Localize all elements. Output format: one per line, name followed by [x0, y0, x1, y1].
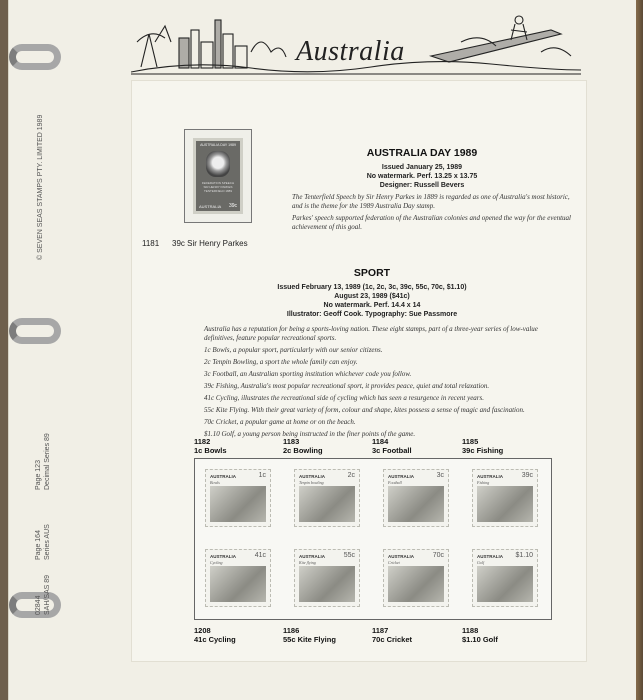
- binder-ring-middle: [9, 318, 61, 344]
- binder-ring-top: [9, 44, 61, 70]
- series-label-a: Decimal Series 89: [44, 433, 51, 490]
- australia-day-description: [292, 193, 578, 235]
- caption-1187: [372, 626, 412, 644]
- publisher-note: © SEVEN SEAS STAMPS PTY. LIMITED 1989: [37, 114, 44, 260]
- stamp-sport: Kite flying: [299, 560, 316, 565]
- description-para-1: The Tenterfield Speech by Sir Henry Parkes in 1889 is regarded as one of Australia's most historic, and is the theme for the 1989 Australia Day stamp.: [292, 193, 570, 210]
- sport-issue-1: Issued February 13, 1989 (1c, 2c, 3c, 39c, 55c, 70c, $1.10): [277, 284, 467, 291]
- description-para-2: Parkes' speech supported federation of the Australian colonies and opened the way for the eventual achievement of this goal.: [292, 214, 571, 231]
- sport-line: 70c Cricket, a popular game at home or on the beach.: [204, 418, 356, 426]
- caption-number: 1183: [283, 437, 300, 446]
- issue-date: Issued January 25, 1989: [381, 164, 463, 171]
- stamp-sport: Bowls: [210, 480, 220, 485]
- stamp-value: 1c: [258, 472, 266, 479]
- stamp-top-text: AUSTRALIA DAY 1989: [200, 143, 236, 147]
- code-a: 02844: [35, 595, 42, 615]
- sport-line: 2c Tenpin Bowling, a sport the whole family can enjoy.: [204, 358, 358, 366]
- caption-1186: [283, 626, 336, 644]
- caption-number: 1187: [372, 626, 389, 635]
- stamp-value: 39c: [521, 472, 533, 479]
- sport-intro: Australia has a reputation for being a sports-loving nation. These eight stamps, part of a three-year series of low-value definitives, feature popular recreational sports.: [204, 325, 538, 342]
- golf-scene-icon: [477, 566, 533, 602]
- sport-line: 41c Cycling, illustrates the recreational side of cycling which has seen a resurgence in recent years.: [204, 394, 484, 402]
- stamp-kite: [294, 549, 360, 607]
- sport-line: 1c Bowls, a popular sport, particularly with our senior citizens.: [204, 346, 383, 354]
- stamp-country: AUSTRALIA: [210, 474, 236, 479]
- caption-label: 2c Bowling: [283, 446, 323, 455]
- stamp-value: 39c: [228, 203, 237, 209]
- stamp-sport: Fishing: [477, 480, 490, 485]
- sport-line: $1.10 Golf, a young person being instructed in the finer points of the game.: [204, 430, 416, 438]
- caption-number: 1208: [194, 626, 211, 635]
- caption-parkes: 39c Sir Henry Parkes: [172, 239, 248, 248]
- stamp-value: 70c: [432, 552, 444, 559]
- caption-label: 3c Football: [372, 446, 412, 455]
- stamp-quote: FEDERATION SPEECH SIR HENRY PARKES TENTERFIELD 1889: [201, 181, 235, 193]
- code-b: SAH/SAS 89: [44, 574, 51, 615]
- caption-label: 55c Kite Flying: [283, 635, 336, 644]
- sport-line: 3c Football, an Australian sporting institution whichever code you follow.: [204, 370, 412, 378]
- stamp-value: 2c: [347, 472, 355, 479]
- stamp-country: AUSTRALIA: [388, 554, 414, 559]
- stamp-sport: Football: [388, 480, 402, 485]
- stamp-country: AUSTRALIA: [210, 554, 236, 559]
- fishing-scene-icon: [477, 486, 533, 522]
- stamp-value: 55c: [343, 552, 355, 559]
- stamp-football: [383, 469, 449, 527]
- caption-number: 1182: [194, 437, 211, 446]
- caption-1185: [462, 437, 503, 455]
- stamp-value: 41c: [254, 552, 266, 559]
- stamp-country: AUSTRALIA: [299, 554, 325, 559]
- section-title-australia-day: AUSTRALIA DAY 1989: [366, 147, 478, 159]
- content-panel: [131, 80, 587, 662]
- stamp-country: AUSTRALIA: [477, 474, 503, 479]
- page-number-a: Page 123: [35, 460, 42, 490]
- sport-description: [204, 325, 552, 442]
- caption-label: 1c Bowls: [194, 446, 227, 455]
- caption-1182: [194, 437, 227, 455]
- caption-label: 70c Cricket: [372, 635, 413, 644]
- stamp-mount-parkes: [184, 129, 252, 223]
- caption-label: $1.10 Golf: [462, 635, 498, 644]
- stamp-country: AUSTRALIA: [299, 474, 325, 479]
- caption-1188: [462, 626, 498, 644]
- portrait-icon: [206, 151, 230, 177]
- perf-info: No watermark. Perf. 13.25 x 13.75: [366, 173, 478, 180]
- sport-perf: No watermark. Perf. 14.4 x 14: [323, 302, 421, 309]
- bowls-scene-icon: [210, 486, 266, 522]
- stamp-fishing: [472, 469, 538, 527]
- caption-label: 41c Cycling: [194, 635, 236, 644]
- sport-issue-2: August 23, 1989 ($41c): [334, 293, 410, 300]
- stamp-sport: Golf: [477, 560, 485, 565]
- football-scene-icon: [388, 486, 444, 522]
- sport-line: 55c Kite Flying. With their great variety of form, colour and shape, kites possess a sense of magic and fascination.: [204, 406, 525, 414]
- stamp-bowls: [205, 469, 271, 527]
- stamp-golf: [472, 549, 538, 607]
- album-edge: [635, 0, 643, 700]
- caption-1208: [194, 626, 236, 644]
- sport-line: 39c Fishing, Australia's most popular recreational sport, it provides peace, quiet and total relaxation.: [204, 382, 490, 390]
- album-page: [8, 0, 636, 700]
- stamp-cricket: [383, 549, 449, 607]
- kite-scene-icon: [299, 566, 355, 602]
- cricket-scene-icon: [388, 566, 444, 602]
- stamp-country: AUSTRALIA: [388, 474, 414, 479]
- stamp-value: 3c: [436, 472, 444, 479]
- stamp-sheet: [194, 458, 552, 620]
- stamp-tenpin: [294, 469, 360, 527]
- caption-label: 39c Fishing: [462, 446, 504, 455]
- country-title: Australia: [296, 36, 405, 67]
- sport-illustrator: Illustrator: Geoff Cook. Typography: Sue Passmore: [286, 311, 458, 318]
- page-number-b: Page 164: [35, 530, 42, 560]
- designer-info: Designer: Russell Bevers: [379, 182, 465, 189]
- stamp-value: $1.10: [515, 552, 533, 559]
- stamp-country: AUSTRALIA: [477, 554, 503, 559]
- stamp-sport: Cycling: [210, 560, 223, 565]
- stamp-country: AUSTRALIA: [199, 204, 222, 209]
- caption-number: 1186: [283, 626, 300, 635]
- cycling-scene-icon: [210, 566, 266, 602]
- caption-number: 1185: [462, 437, 479, 446]
- caption-number: 1184: [372, 437, 389, 446]
- stamp-sport: Cricket: [388, 560, 400, 565]
- caption-1184: [372, 437, 412, 455]
- caption-number-1181: 1181: [142, 239, 160, 248]
- stamp-cycling: [205, 549, 271, 607]
- section-title-sport: SPORT: [353, 267, 391, 279]
- stamp-parkes: [193, 138, 243, 214]
- stamp-sport: Tenpin bowling: [299, 480, 324, 485]
- caption-number: 1188: [462, 626, 479, 635]
- caption-1183: [283, 437, 323, 455]
- page-header-banner: [131, 12, 581, 78]
- series-label-b: Series AUS: [44, 524, 51, 560]
- tenpin-scene-icon: [299, 486, 355, 522]
